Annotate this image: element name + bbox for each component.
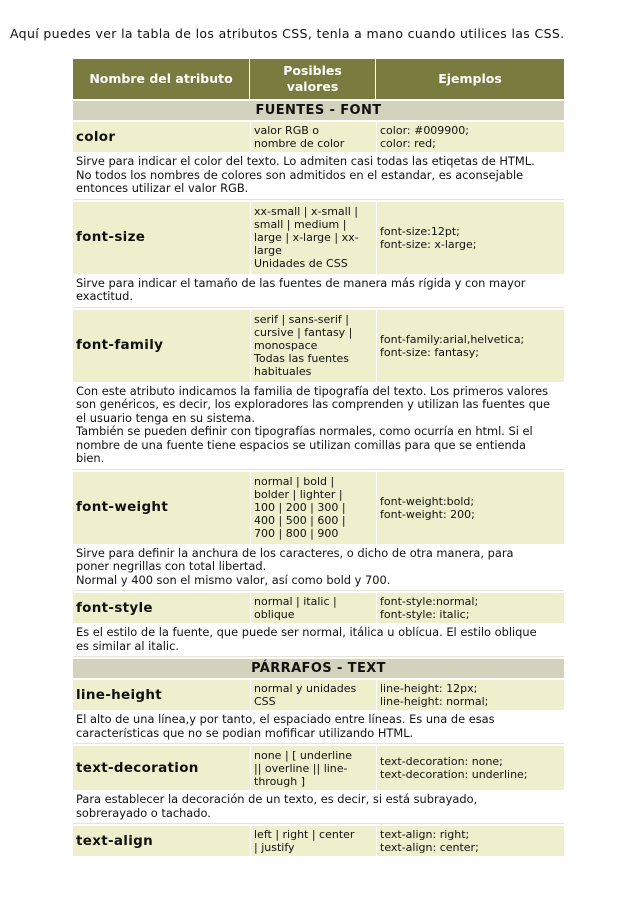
attribute-row (73, 310, 564, 382)
attribute-name: color (73, 122, 250, 152)
attribute-values: normal | bold | bolder | lighter | 100 | 200 | 300 | 400 | 500 | 600 | 700 | 800 | 900 (250, 472, 376, 544)
attribute-name: font-size (73, 202, 250, 274)
attribute-examples: color: #009900; color: red; (376, 122, 564, 152)
description-row (73, 546, 564, 592)
header-examples: Ejemplos (376, 59, 564, 99)
attribute-examples: font-family:arial,helvetica; font-size: fantasy; (376, 310, 564, 382)
attribute-description: Para establecer la decoración de un texto, es decir, si está subrayado, sobrerayado o tachado. (73, 792, 564, 824)
header-attribute-name: Nombre del atributo (73, 59, 250, 99)
description-row (73, 712, 564, 744)
attribute-name: font-style (73, 593, 250, 623)
attribute-values: normal | italic | oblique (250, 593, 376, 623)
attribute-examples: font-style:normal; font-style: italic; (376, 593, 564, 623)
attribute-name: text-align (73, 826, 250, 856)
attribute-values: normal y unidades CSS (250, 680, 376, 710)
attribute-name: line-height (73, 680, 250, 710)
attribute-examples: font-size:12pt; font-size: x-large; (376, 202, 564, 274)
attribute-examples: text-align: right; text-align: center; (376, 826, 564, 856)
attribute-row (73, 202, 564, 274)
intro-text: Aquí puedes ver la tabla de los atributos CSS, tenla a mano cuando utilices las CSS. (10, 26, 565, 41)
attribute-row (73, 680, 564, 710)
table-body (73, 59, 564, 856)
attribute-name: font-weight (73, 472, 250, 544)
attribute-description: El alto de una línea,y por tanto, el espaciado entre líneas. Es una de esas características que no se podian mofificar utilizando HTML. (73, 712, 564, 744)
attribute-row (73, 746, 564, 790)
table-header-row (73, 59, 564, 99)
description-row (73, 154, 564, 200)
attribute-description: Con este atributo indicamos la familia de tipografía del texto. Los primeros valores son genéricos, es decir, los exploradores las comprenden y utilizan las fuentes que el usuario tenga en su sistema. También se pueden definir con tipografías normales, como ocurría en html. Si el nombre de una fuente tiene espacios se utilizan comillas para que se entienda bien. (73, 384, 564, 470)
section-title: PÁRRAFOS - TEXT (73, 659, 564, 678)
attribute-description: Sirve para definir la anchura de los caracteres, o dicho de otra manera, para poner negrillas con total libertad. Normal y 400 son el mismo valor, así como bold y 700. (73, 546, 564, 592)
section-header-row (73, 659, 564, 678)
description-row (73, 384, 564, 470)
attribute-row (73, 472, 564, 544)
attribute-name: text-decoration (73, 746, 250, 790)
description-row (73, 792, 564, 824)
description-row (73, 276, 564, 308)
attribute-row (73, 593, 564, 623)
attribute-row (73, 826, 564, 856)
attribute-values: none | [ underline || overline || line- through ] (250, 746, 376, 790)
attribute-name: font-family (73, 310, 250, 382)
description-row (73, 625, 564, 657)
attribute-examples: font-weight:bold; font-weight: 200; (376, 472, 564, 544)
css-attributes-table (73, 57, 564, 858)
section-header-row (73, 101, 564, 120)
section-title: FUENTES - FONT (73, 101, 564, 120)
attribute-values: valor RGB o nombre de color (250, 122, 376, 152)
attribute-values: xx-small | x-small | small | medium | large | x-large | xx- large Unidades de CSS (250, 202, 376, 274)
attribute-description: Sirve para indicar el tamaño de las fuentes de manera más rígida y con mayor exactitud. (73, 276, 564, 308)
header-possible-values: Posibles valores (250, 59, 376, 99)
attribute-examples: line-height: 12px; line-height: normal; (376, 680, 564, 710)
attribute-description: Sirve para indicar el color del texto. Lo admiten casi todas las etiqetas de HTML. No todos los nombres de colores son admitidos en el estandar, es aconsejable entonces utilizar el valor RGB. (73, 154, 564, 200)
attribute-row (73, 122, 564, 152)
attribute-description: Es el estilo de la fuente, que puede ser normal, itálica u oblícua. El estilo oblique es similar al italic. (73, 625, 564, 657)
attribute-values: left | right | center | justify (250, 826, 376, 856)
attribute-values: serif | sans-serif | cursive | fantasy | monospace Todas las fuentes habituales (250, 310, 376, 382)
attribute-examples: text-decoration: none; text-decoration: underline; (376, 746, 564, 790)
